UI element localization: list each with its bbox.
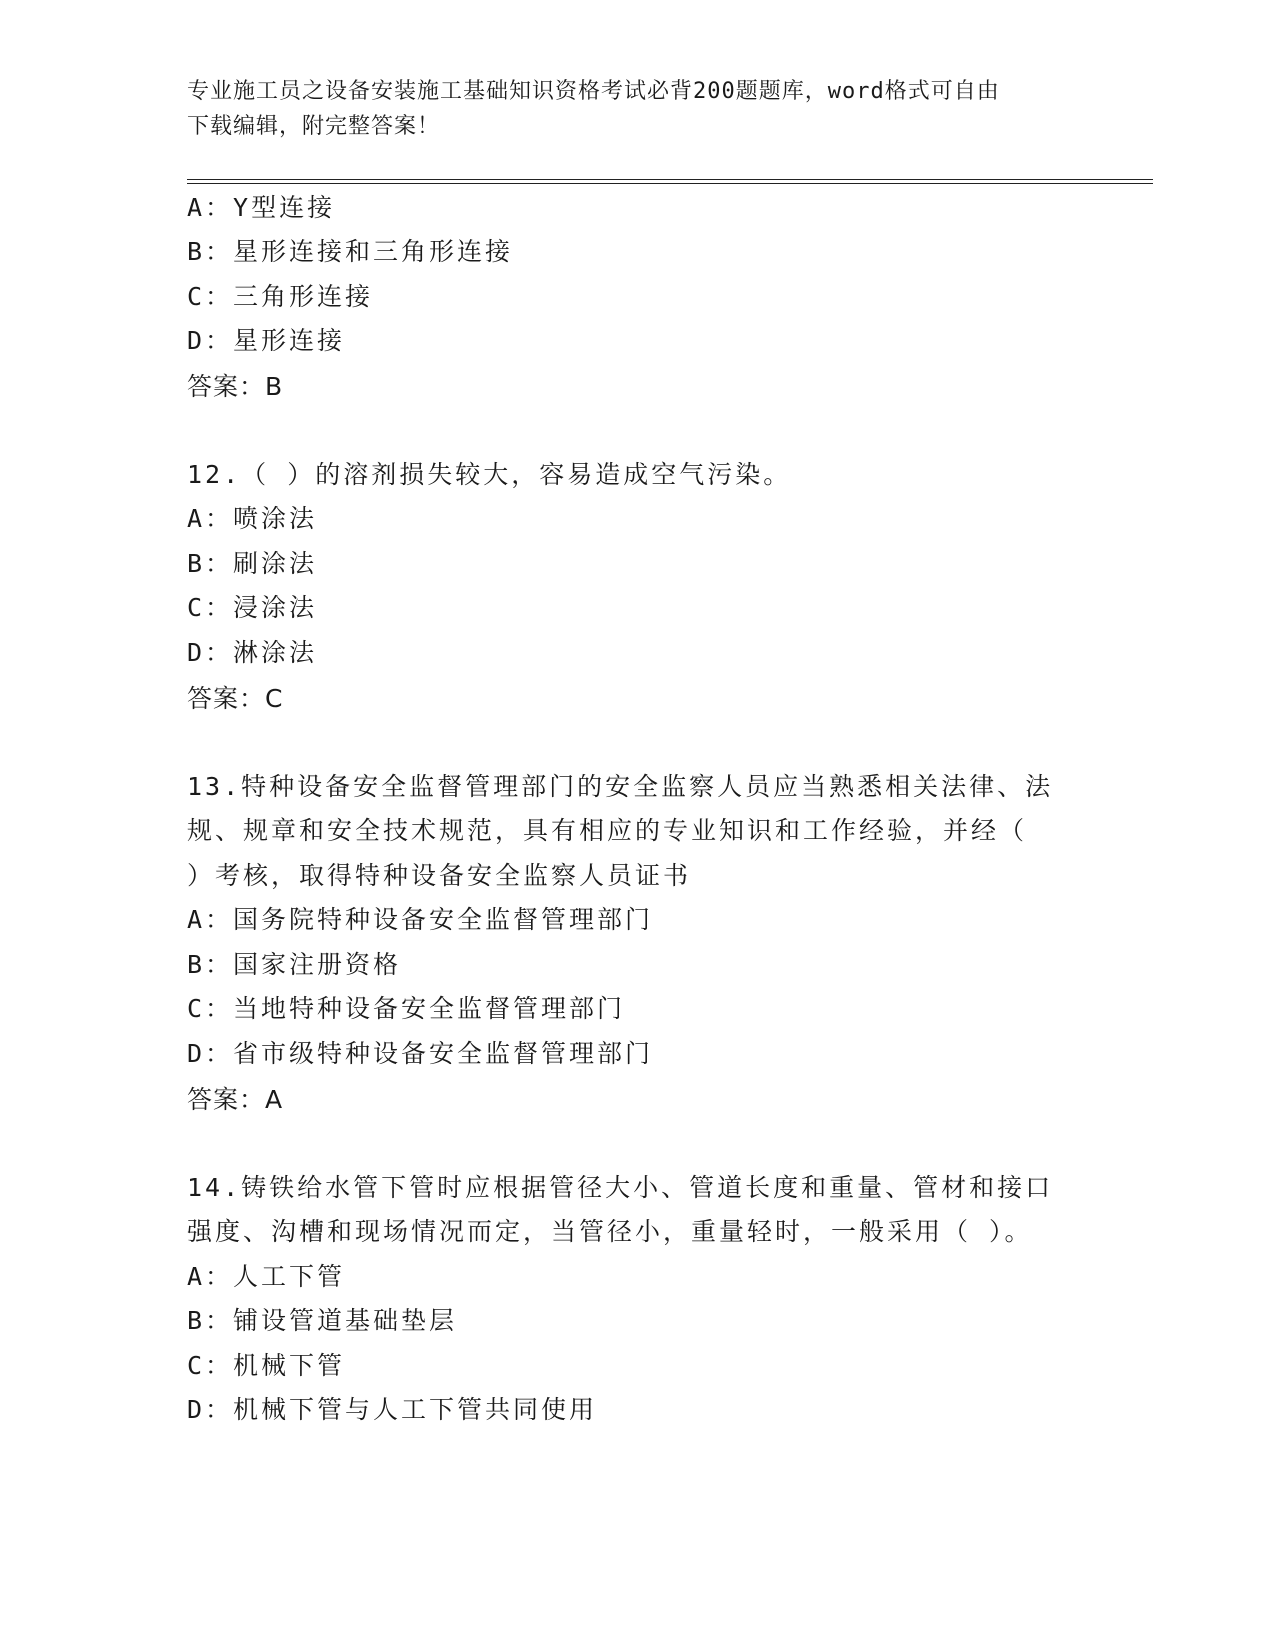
header-divider-bottom (187, 183, 1153, 184)
q14-stem-line-1: 14.铸铁给水管下管时应根据管径大小、管道长度和重量、管材和接口 (187, 1173, 1054, 1202)
q14-option-a: A：人工下管 (187, 1262, 346, 1291)
q14-stem-line-2: 强度、沟槽和现场情况而定，当管径小，重量轻时，一般采用（ ）。 (187, 1217, 1033, 1246)
q13-stem-line-1: 13.特种设备安全监督管理部门的安全监察人员应当熟悉相关法律、法 (187, 772, 1054, 801)
q11-option-c: C：三角形连接 (187, 282, 374, 311)
q14-option-d: D：机械下管与人工下管共同使用 (187, 1395, 598, 1424)
q12-answer: 答案：C (187, 684, 284, 713)
q14-option-b: B：铺设管道基础垫层 (187, 1306, 458, 1335)
q11-option-d: D：星形连接 (187, 326, 346, 355)
q11-answer: 答案：B (187, 372, 284, 401)
q12-option-a: A：喷涂法 (187, 504, 318, 533)
document-header (187, 74, 1087, 144)
q14-option-c: C：机械下管 (187, 1351, 346, 1380)
q12-stem: 12.（ ）的溶剂损失较大，容易造成空气污染。 (187, 460, 792, 489)
header-title-line-2: 下载编辑，附完整答案！ (187, 114, 441, 139)
header-divider-top (187, 179, 1153, 180)
q13-stem-line-2: 规、规章和安全技术规范，具有相应的专业知识和工作经验，并经（ (187, 816, 1028, 845)
q11-option-a: A：Y型连接 (187, 193, 336, 222)
q13-stem-line-3: ）考核，取得特种设备安全监察人员证书 (187, 861, 692, 890)
q13-option-b: B：国家注册资格 (187, 950, 402, 979)
q13-option-c: C：当地特种设备安全监督管理部门 (187, 994, 626, 1023)
q13-option-d: D：省市级特种设备安全监督管理部门 (187, 1039, 654, 1068)
q13-option-a: A：国务院特种设备安全监督管理部门 (187, 905, 654, 934)
q11-option-b: B：星形连接和三角形连接 (187, 237, 514, 266)
header-title-line-1: 专业施工员之设备安装施工基础知识资格考试必背200题题库，word格式可自由 (187, 79, 1000, 104)
q12-option-d: D：淋涂法 (187, 638, 318, 667)
q13-answer: 答案：A (187, 1085, 284, 1114)
q12-option-b: B：刷涂法 (187, 549, 318, 578)
q12-option-c: C：浸涂法 (187, 593, 318, 622)
